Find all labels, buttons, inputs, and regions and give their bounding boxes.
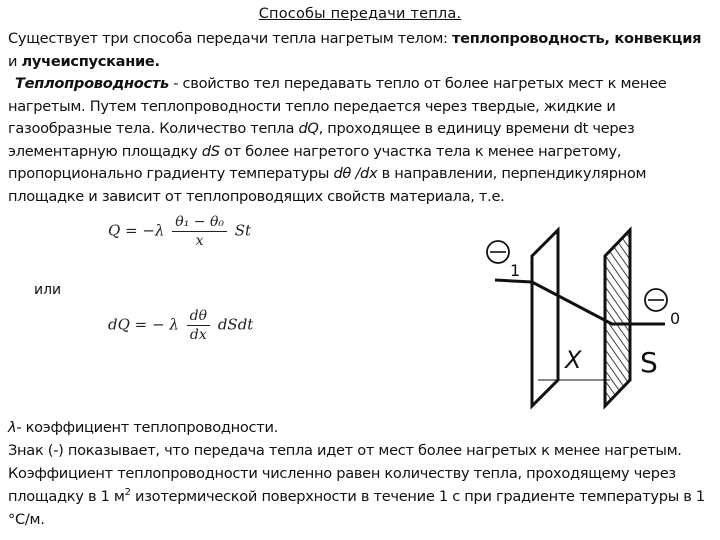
heat-conduction-diagram — [470, 220, 690, 410]
formula2-numerator: dθ — [187, 308, 210, 326]
coef-unit: °С/м. — [8, 511, 45, 528]
conduction-term: Теплопроводность — [15, 75, 169, 92]
coef-text-a: Коэффициент теплопроводности численно равен количеству тепла, проходящему через площадку в 1 м — [8, 465, 676, 505]
formula2-fraction — [187, 308, 210, 343]
intro-and: и — [8, 52, 22, 70]
formula1-numerator: θ₁ − θ₀ — [172, 214, 227, 232]
conduction-definition — [8, 73, 708, 208]
conduction-gradient: dθ /dx — [333, 165, 378, 182]
formula2-lhs: dQ = − λ — [108, 315, 179, 334]
intro-radiation: лучеиспускание. — [21, 52, 160, 70]
conduction-text-3: от более нагретого участка тела к менее нагретому, пропорционально градиенту температуры — [8, 142, 622, 182]
intro-text: Существует три способа передачи тепла нагретым телом: — [8, 30, 452, 47]
or-label: или — [34, 282, 62, 298]
conduction-text-4: в направлении, перпендикулярном площадке и зависит от теплопроводящих свойств материала, т.е. — [8, 165, 647, 205]
coef-superscript: 2 — [124, 487, 131, 499]
formula1-rhs: St — [234, 221, 252, 240]
coefficient-explanation — [8, 416, 708, 531]
theta0-subscript: 0 — [670, 309, 681, 328]
formula2-denominator: dx — [189, 327, 207, 343]
formula2-rhs: dSdt — [217, 315, 254, 334]
x-label: X — [565, 346, 582, 374]
coef-text-b: изотермической поверхности в течение 1 с при градиенте температуры в 1 — [130, 488, 705, 505]
conduction-text-1: - свойство тел передавать тепло от более нагретых мест к менее нагретым. Путем теплопроводности тепло передается через твердые, жидкие и газообразные тела. Количество тепла — [8, 75, 667, 137]
formula1-lhs: Q = −λ — [108, 221, 165, 240]
sign-text: Знак (-) показывает, что передача тепла идет от мест более нагретых к менее нагретым. — [8, 442, 682, 459]
formula-heat-flow — [108, 214, 251, 249]
conduction-text-2: , проходящее в единицу времени dt через элементарную площадку — [8, 120, 635, 160]
formula1-denominator: x — [195, 233, 204, 249]
formula-differential — [108, 308, 253, 343]
conduction-ds: dS — [201, 142, 220, 160]
intro-modes: теплопроводность, конвекция — [452, 30, 702, 47]
formula1-fraction — [172, 214, 227, 249]
page-title: Способы передачи тепла. — [258, 6, 462, 22]
conduction-dq: dQ — [298, 120, 319, 137]
temperature-profile-line — [495, 280, 665, 324]
lambda-symbol: λ — [8, 419, 17, 436]
theta1-subscript: 1 — [510, 261, 521, 280]
lambda-text: - коэффициент теплопроводности. — [16, 419, 278, 436]
s-label: S — [640, 346, 658, 379]
intro-paragraph — [8, 28, 708, 73]
